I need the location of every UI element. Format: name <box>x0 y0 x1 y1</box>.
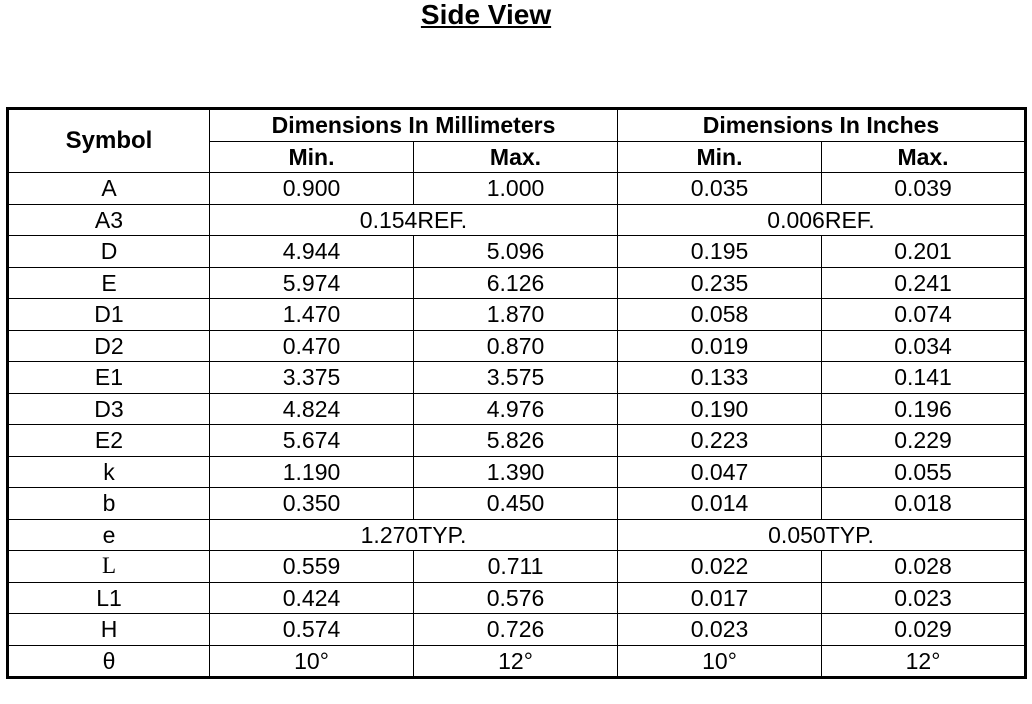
mm-max-cell: 12° <box>414 645 618 678</box>
in-min-cell: 0.017 <box>618 582 822 614</box>
table-row <box>8 236 1026 268</box>
in-max-cell: 0.055 <box>822 456 1026 488</box>
symbol-cell: D <box>8 236 210 268</box>
symbol-cell: H <box>8 614 210 646</box>
symbol-cell: θ <box>8 645 210 678</box>
mm-min-cell: 0.574 <box>210 614 414 646</box>
symbol-cell: E1 <box>8 362 210 394</box>
table-row <box>8 393 1026 425</box>
table-row <box>8 173 1026 205</box>
symbol-cell: A3 <box>8 204 210 236</box>
in-min-cell: 0.019 <box>618 330 822 362</box>
in-max-cell: 12° <box>822 645 1026 678</box>
table-row <box>8 456 1026 488</box>
symbol-cell: E2 <box>8 425 210 457</box>
table-row <box>8 645 1026 678</box>
table-row <box>8 330 1026 362</box>
mm-max-cell: 3.575 <box>414 362 618 394</box>
mm-max-cell: 0.450 <box>414 488 618 520</box>
page-title: Side View <box>420 0 552 30</box>
table-row <box>8 267 1026 299</box>
table-row <box>8 204 1026 236</box>
symbol-cell: e <box>8 519 210 551</box>
symbol-cell: k <box>8 456 210 488</box>
mm-min-cell: 1.470 <box>210 299 414 331</box>
mm-min-cell: 1.190 <box>210 456 414 488</box>
in-max-cell: 0.196 <box>822 393 1026 425</box>
in-merged-cell: 0.050TYP. <box>618 519 1026 551</box>
symbol-cell: E <box>8 267 210 299</box>
mm-min-cell: 5.974 <box>210 267 414 299</box>
in-min-cell: 0.235 <box>618 267 822 299</box>
in-min-cell: 0.022 <box>618 551 822 583</box>
mm-max-cell: 1.390 <box>414 456 618 488</box>
mm-min-cell: 0.350 <box>210 488 414 520</box>
in-max-cell: 0.034 <box>822 330 1026 362</box>
in-min-cell: 10° <box>618 645 822 678</box>
in-min-cell: 0.023 <box>618 614 822 646</box>
dimensions-table <box>6 107 1027 679</box>
mm-min-cell: 4.824 <box>210 393 414 425</box>
mm-max-cell: 6.126 <box>414 267 618 299</box>
mm-min-cell: 4.944 <box>210 236 414 268</box>
symbol-cell: L <box>8 551 210 583</box>
table-header-row <box>8 109 1026 142</box>
in-min-cell: 0.133 <box>618 362 822 394</box>
symbol-cell: D2 <box>8 330 210 362</box>
table-row <box>8 582 1026 614</box>
in-min-cell: 0.047 <box>618 456 822 488</box>
table-row <box>8 551 1026 583</box>
mm-min-cell: 3.375 <box>210 362 414 394</box>
mm-min-cell: 0.470 <box>210 330 414 362</box>
in-max-header: Max. <box>822 141 1026 173</box>
mm-min-cell: 10° <box>210 645 414 678</box>
in-min-cell: 0.035 <box>618 173 822 205</box>
in-max-cell: 0.074 <box>822 299 1026 331</box>
in-min-cell: 0.058 <box>618 299 822 331</box>
mm-max-cell: 0.576 <box>414 582 618 614</box>
in-min-cell: 0.195 <box>618 236 822 268</box>
symbol-cell: b <box>8 488 210 520</box>
mm-merged-cell: 1.270TYP. <box>210 519 618 551</box>
mm-max-cell: 0.726 <box>414 614 618 646</box>
table-row <box>8 488 1026 520</box>
in-max-cell: 0.028 <box>822 551 1026 583</box>
mm-min-cell: 0.559 <box>210 551 414 583</box>
mm-max-cell: 5.096 <box>414 236 618 268</box>
mm-max-cell: 1.870 <box>414 299 618 331</box>
inches-group-header: Dimensions In Inches <box>618 109 1026 142</box>
in-max-cell: 0.018 <box>822 488 1026 520</box>
symbol-cell: D1 <box>8 299 210 331</box>
in-max-cell: 0.241 <box>822 267 1026 299</box>
in-max-cell: 0.201 <box>822 236 1026 268</box>
table-row <box>8 299 1026 331</box>
mm-min-header: Min. <box>210 141 414 173</box>
in-min-cell: 0.014 <box>618 488 822 520</box>
mm-max-cell: 4.976 <box>414 393 618 425</box>
table-row <box>8 362 1026 394</box>
mm-min-cell: 0.900 <box>210 173 414 205</box>
in-min-cell: 0.223 <box>618 425 822 457</box>
in-max-cell: 0.141 <box>822 362 1026 394</box>
symbol-header: Symbol <box>8 109 210 173</box>
symbol-cell: A <box>8 173 210 205</box>
table-row <box>8 425 1026 457</box>
table-row <box>8 519 1026 551</box>
in-max-cell: 0.023 <box>822 582 1026 614</box>
in-merged-cell: 0.006REF. <box>618 204 1026 236</box>
mm-max-header: Max. <box>414 141 618 173</box>
millimeters-group-header: Dimensions In Millimeters <box>210 109 618 142</box>
mm-max-cell: 5.826 <box>414 425 618 457</box>
symbol-cell: D3 <box>8 393 210 425</box>
mm-min-cell: 5.674 <box>210 425 414 457</box>
mm-min-cell: 0.424 <box>210 582 414 614</box>
in-min-header: Min. <box>618 141 822 173</box>
mm-max-cell: 0.870 <box>414 330 618 362</box>
mm-merged-cell: 0.154REF. <box>210 204 618 236</box>
symbol-cell: L1 <box>8 582 210 614</box>
in-max-cell: 0.229 <box>822 425 1026 457</box>
mm-max-cell: 1.000 <box>414 173 618 205</box>
in-max-cell: 0.029 <box>822 614 1026 646</box>
in-min-cell: 0.190 <box>618 393 822 425</box>
table-row <box>8 614 1026 646</box>
in-max-cell: 0.039 <box>822 173 1026 205</box>
mm-max-cell: 0.711 <box>414 551 618 583</box>
table-body <box>8 173 1026 678</box>
